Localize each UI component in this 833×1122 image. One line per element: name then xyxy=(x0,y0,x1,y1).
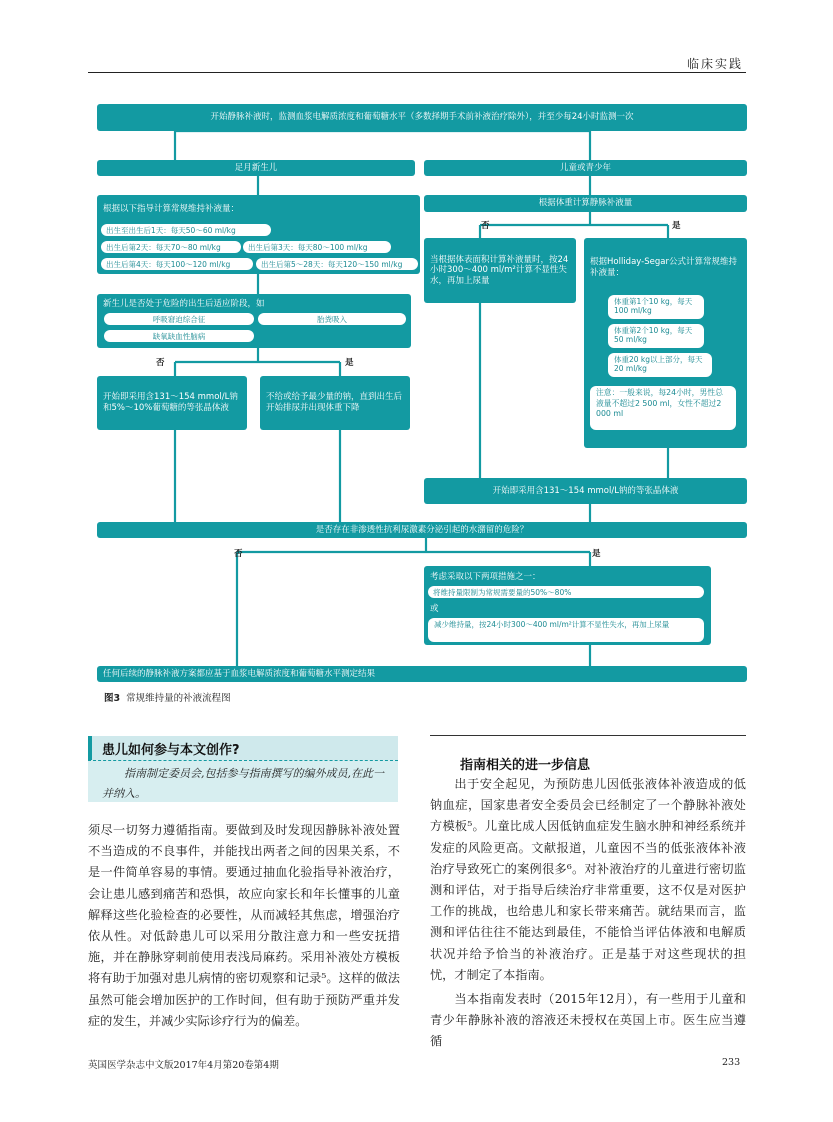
figure-caption xyxy=(104,690,231,704)
label-yes-risk: 是 xyxy=(592,549,601,559)
flow-start-monitoring: 开始静脉补液时，监测血浆电解质浓度和葡萄糖水平（多数择期手术前补液治疗除外），并至少每24小时监测一次 xyxy=(97,104,747,131)
label-yes-child: 是 xyxy=(672,221,681,231)
consider-option-reduce: 减少维持量，按24小时300～400 ml/m²计算不显性失水，再加上尿量 xyxy=(428,618,704,642)
label-no-neonate: 否 xyxy=(156,358,165,368)
child-weight-first10: 体重第1个10 kg，每天100 ml/kg xyxy=(608,295,704,319)
right-paragraph-2: 当本指南发表时（2015年12月），有一些用于儿童和青少年静脉补液的溶液还未授权在英国上市。医生应当遵循 xyxy=(430,992,746,1049)
neonate-rate-day4: 出生后第4天：每天100～120 ml/kg xyxy=(101,258,253,270)
neonate-risk-hie: 缺氧缺血性脑病 xyxy=(104,330,254,342)
flow-child-start-isotonic: 开始即采用含131～154 mmol/L钠的等张晶体液 xyxy=(424,478,747,504)
child-weight-second10: 体重第2个10 kg，每天50 ml/kg xyxy=(608,324,704,348)
flow-neonate-branch: 足月新生儿 xyxy=(97,160,415,176)
sidebar-title: 患儿如何参与本文创作? xyxy=(88,736,398,760)
flow-child-calc: 根据体重计算静脉补液量 xyxy=(424,195,747,212)
child-weight-note: 注意：一般来说，每24小时，男性总液量不超过2 500 ml，女性不超过2 000 ml xyxy=(590,386,736,430)
neonate-rate-day5-28: 出生后第5～28天：每天120～150 ml/kg xyxy=(256,258,418,270)
sidebar-text: 指南制定委员会,包括参与指南撰写的编外成员,在此一并纳入。 xyxy=(102,767,384,800)
sidebar-divider xyxy=(88,760,398,761)
holliday-segar-title: 根据Holliday-Segar公式计算常规维持补液量： xyxy=(590,257,737,278)
flow-final-note: 任何后续的静脉补液方案都应基于血浆电解质浓度和葡萄糖水平测定结果 xyxy=(97,666,747,682)
flow-neonate-yes-action: 不给或给予最少量的钠，直到出生后开始排尿并出现体重下降 xyxy=(260,376,410,430)
consider-title: 考虑采取以下两项措施之一： xyxy=(430,572,541,582)
section-header: 临床实践 xyxy=(686,57,743,71)
neonate-risk-rds: 呼吸窘迫综合征 xyxy=(104,313,254,325)
flow-adh-risk-question: 是否存在非渗透性抗利尿激素分泌引起的水潴留的危险？ xyxy=(97,522,747,538)
child-weight-over20: 体重20 kg以上部分，每天20 ml/kg xyxy=(608,353,712,377)
flow-child-branch: 儿童或青少年 xyxy=(424,160,747,176)
neonate-rate-day3: 出生后第3天：每天80～100 ml/kg xyxy=(243,241,391,253)
consider-or: 或 xyxy=(430,604,439,614)
left-body-text: 须尽一切努力遵循指南。要做到及时发现因静脉补液处置不当造成的不良事件，并能找出两者之间的因果关系，不是一件简单容易的事情。要通过抽血化验指导补液治疗，会让患儿感到痛苦和恐惧，故应向家长和年长懂事的儿童解释这些化验检查的必要性，从而减轻其焦虑，增强治疗依从性。对低龄患儿可以采用分散注意力和一些安抚措施，并在静脉穿刺前使用表浅局麻药。采用补液处方模板将有助于加强对患儿病情的密切观察和记录⁵。这样的做法虽然可能会增加医护的工作时间，但有助于预防严重并发症的发生，并减少实际诊疗行为的偏差。 xyxy=(88,823,400,1028)
section-title: 指南相关的进一步信息 xyxy=(460,758,591,773)
label-no-risk: 否 xyxy=(234,549,243,559)
footer-page-number: 233 xyxy=(722,1057,741,1068)
flow-child-bsa: 当根据体表面积计算补液量时，按24小时300～400 ml/m²计算不显性失水，再加上尿量 xyxy=(424,238,576,303)
neonate-rate-day1: 出生至出生后1天：每天50～60 ml/kg xyxy=(101,224,271,236)
label-no-child: 否 xyxy=(481,221,490,231)
neonate-risk-meconium: 胎粪吸入 xyxy=(258,313,406,325)
consider-option-restrict: 将维持量限制为常规需要量的50%～80% xyxy=(428,586,704,598)
neonate-calc-title: 根据以下指导计算常规维持补液量： xyxy=(103,204,240,214)
figure-caption-label: 图3 xyxy=(104,693,121,704)
section-rule xyxy=(430,735,746,736)
footer-journal: 英国医学杂志中文版2017年4月第20卷第4期 xyxy=(88,1060,279,1071)
figure-caption-text: 常规维持量的补液流程图 xyxy=(126,693,231,704)
right-paragraph-1: 出于安全起见，为预防患儿因低张液体补液造成的低钠血症，国家患者安全委员会已经制定了一个静脉补液处方模板⁵。儿童比成人因低钠血症发生脑水肿和神经系统并发症的风险更高。文献报道，儿童因不当的低张液体补液治疗导致死亡的案例很多⁶。对补液治疗的儿童进行密切监测和评估，对于指导后续治疗非常重要，这不仅是对医护工作的挑战，也给患儿和家长带来痛苦。就结果而言，监测和评估往往不能达到最佳，不能恰当评估体液和电解质状况并给予恰当的补液治疗。正是基于对这些现状的担忧，才制定了本指南。 xyxy=(430,777,746,982)
right-body xyxy=(430,774,746,1053)
flow-neonate-no-action: 开始即采用含131～154 mmol/L钠和5%～10%葡萄糖的等张晶体液 xyxy=(97,376,247,430)
label-yes-neonate: 是 xyxy=(345,358,354,368)
neonate-rate-day2: 出生后第2天：每天70～80 ml/kg xyxy=(101,241,241,253)
neonate-risk-title: 新生儿是否处于危险的出生后适应阶段，如 xyxy=(103,299,265,309)
